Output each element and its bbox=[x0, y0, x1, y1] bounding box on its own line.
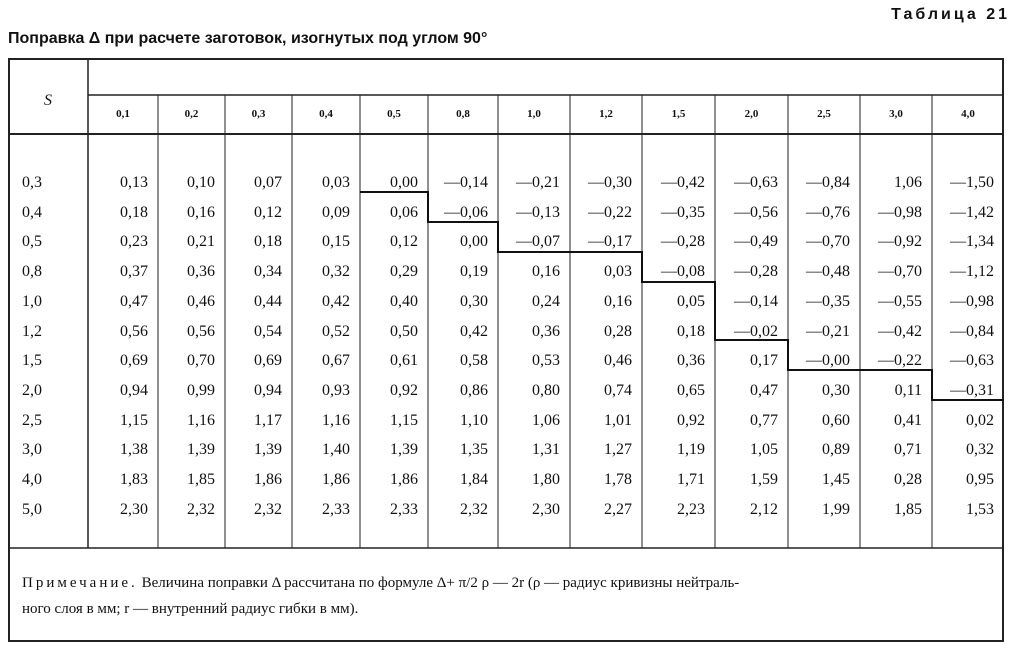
table-cell: —0,21 bbox=[806, 322, 850, 340]
table-cell: 1,27 bbox=[604, 441, 632, 459]
table-cell: 1,10 bbox=[460, 411, 488, 429]
r-header-cell: 2,5 bbox=[817, 108, 831, 120]
table-cell: 0,77 bbox=[750, 411, 778, 429]
note-lead: Примечание. bbox=[22, 575, 138, 591]
table-cell: 2,12 bbox=[750, 500, 778, 518]
r-header-cell: 3,0 bbox=[889, 108, 903, 120]
table-cell: 0,42 bbox=[322, 292, 350, 310]
table-cell: 2,32 bbox=[254, 500, 282, 518]
table-cell: 0,00 bbox=[390, 174, 418, 191]
table-cell: 0,42 bbox=[460, 322, 488, 340]
table-cell: 1,15 bbox=[120, 411, 148, 429]
table-cell: 0,11 bbox=[894, 381, 922, 399]
table-cell: 0,06 bbox=[390, 203, 418, 221]
r-header-cell: 1,0 bbox=[527, 108, 541, 120]
table-cell: 1,06 bbox=[532, 411, 560, 429]
table-cell: 1,45 bbox=[822, 471, 850, 488]
s-header: S bbox=[44, 92, 52, 109]
table-cell: —1,34 bbox=[950, 233, 994, 251]
table-cell: 1,16 bbox=[322, 411, 350, 429]
table-cell: —0,35 bbox=[806, 292, 850, 310]
table-cell: 0,07 bbox=[254, 174, 282, 191]
table-cell: 1,38 bbox=[120, 441, 148, 459]
table-cell: 1,06 bbox=[894, 174, 922, 191]
table-cell: —0,70 bbox=[806, 233, 850, 251]
table-cell: 0,95 bbox=[966, 471, 994, 488]
table-cell: 0,16 bbox=[604, 292, 632, 310]
table-cell: 0,41 bbox=[894, 411, 922, 429]
row-s-value: 0,8 bbox=[22, 263, 42, 281]
r-header-cell: 4,0 bbox=[961, 108, 975, 120]
table-caption: Поправка Δ при расчете заготовок, изогнутых под углом 90° bbox=[8, 30, 488, 47]
r-header-cell: 0,1 bbox=[116, 108, 130, 120]
table-cell: 0,69 bbox=[254, 352, 282, 370]
table-cell: 0,15 bbox=[322, 233, 350, 251]
table-cell: 1,39 bbox=[254, 441, 282, 459]
table-cell: 0,52 bbox=[322, 322, 350, 340]
table-cell: 0,92 bbox=[677, 411, 705, 429]
table-cell: —0,22 bbox=[878, 352, 922, 370]
table-cell: 0,36 bbox=[677, 352, 705, 370]
table-cell: 1,85 bbox=[187, 471, 215, 488]
row-s-value: 2,0 bbox=[22, 381, 42, 399]
table-cell: 0,32 bbox=[322, 263, 350, 281]
table-cell: 0,29 bbox=[390, 263, 418, 281]
table-cell: 1,16 bbox=[187, 411, 215, 429]
table-cell: 2,30 bbox=[120, 500, 148, 518]
table-cell: 0,80 bbox=[532, 381, 560, 399]
table-cell: 0,30 bbox=[822, 381, 850, 399]
table-cell: 1,85 bbox=[894, 500, 922, 518]
table-cell: 1,39 bbox=[390, 441, 418, 459]
table-cell: 0,21 bbox=[187, 233, 215, 251]
table-cell: —0,42 bbox=[661, 174, 705, 191]
table-cell: 0,47 bbox=[120, 292, 148, 310]
row-s-value: 1,2 bbox=[22, 322, 42, 340]
table-cell: —1,50 bbox=[950, 174, 994, 191]
table-cell: —0,31 bbox=[950, 381, 994, 399]
table-cell: 0,28 bbox=[894, 471, 922, 488]
table-cell: 0,12 bbox=[254, 203, 282, 221]
row-s-value: 5,0 bbox=[22, 500, 42, 518]
table-cell: 2,33 bbox=[390, 500, 418, 518]
table-cell: 0,93 bbox=[322, 381, 350, 399]
table-cell: 1,15 bbox=[390, 411, 418, 429]
table-cell: —0,28 bbox=[661, 233, 705, 251]
table-cell: —0,42 bbox=[878, 322, 922, 340]
table-cell: 0,19 bbox=[460, 263, 488, 281]
table-cell: 0,00 bbox=[460, 233, 488, 251]
table-cell: 1,59 bbox=[750, 471, 778, 488]
table-cell: —0,22 bbox=[588, 203, 632, 221]
table-cell: 0,60 bbox=[822, 411, 850, 429]
table-cell: 2,23 bbox=[677, 500, 705, 518]
table-number: Таблица 21 bbox=[891, 6, 1010, 23]
table-cell: 0,92 bbox=[390, 381, 418, 399]
table-cell: 0,50 bbox=[390, 322, 418, 340]
table-cell: 0,34 bbox=[254, 263, 282, 281]
table-cell: 0,65 bbox=[677, 381, 705, 399]
table-cell: —0,56 bbox=[734, 203, 778, 221]
table-cell: 0,17 bbox=[750, 352, 778, 370]
table-cell: 2,27 bbox=[604, 500, 632, 518]
table-cell: 0,46 bbox=[187, 292, 215, 310]
table-cell: 0,10 bbox=[187, 174, 215, 191]
table-cell: 0,69 bbox=[120, 352, 148, 370]
table-cell: 0,70 bbox=[187, 352, 215, 370]
table-cell: 0,28 bbox=[604, 322, 632, 340]
row-s-value: 0,5 bbox=[22, 233, 42, 251]
table-cell: 2,32 bbox=[187, 500, 215, 518]
r-header-cell: 0,2 bbox=[184, 108, 199, 120]
table-cell: —0,08 bbox=[661, 263, 705, 281]
table-cell: —0,76 bbox=[806, 203, 850, 221]
table-cell: 0,44 bbox=[254, 292, 282, 310]
table-cell: 1,99 bbox=[822, 500, 850, 518]
table-cell: 0,71 bbox=[894, 441, 922, 459]
table-cell: —1,42 bbox=[950, 203, 994, 221]
table-cell: 1,86 bbox=[322, 471, 350, 488]
table-cell: —0,55 bbox=[878, 292, 922, 310]
table-cell: —0,13 bbox=[516, 203, 560, 221]
table-cell: 1,84 bbox=[460, 471, 488, 488]
table-cell: 0,12 bbox=[390, 233, 418, 251]
table-cell: —0,63 bbox=[734, 174, 778, 191]
table-cell: 0,67 bbox=[322, 352, 350, 370]
table-cell: 0,05 bbox=[677, 292, 705, 310]
table-cell: —0,35 bbox=[661, 203, 705, 221]
note-line2: ного слоя в мм; r — внутренний радиус гибки в мм). bbox=[22, 601, 359, 617]
r-header-cell: 0,8 bbox=[456, 108, 470, 120]
table-cell: 1,35 bbox=[460, 441, 488, 459]
table-cell: —0,06 bbox=[444, 203, 488, 221]
row-s-value: 0,3 bbox=[22, 174, 42, 191]
table-cell: 0,89 bbox=[822, 441, 850, 459]
table-cell: —0,07 bbox=[516, 233, 560, 251]
table-cell: —1,12 bbox=[950, 263, 994, 281]
table-cell: —0,70 bbox=[878, 263, 922, 281]
table-cell: —0,63 bbox=[950, 352, 994, 370]
table-cell: —0,92 bbox=[878, 233, 922, 251]
table-cell: 0,40 bbox=[390, 292, 418, 310]
row-s-value: 2,5 bbox=[22, 411, 42, 429]
table-cell: —0,14 bbox=[444, 174, 488, 191]
table-cell: 0,86 bbox=[460, 381, 488, 399]
table-cell: 0,23 bbox=[120, 233, 148, 251]
table-cell: —0,21 bbox=[516, 174, 560, 191]
table-cell: —0,49 bbox=[734, 233, 778, 251]
row-s-value: 0,4 bbox=[22, 203, 42, 221]
r-header-cell: 0,5 bbox=[387, 108, 401, 120]
row-s-value: 1,5 bbox=[22, 352, 42, 370]
table-cell: 0,99 bbox=[187, 381, 215, 399]
table-cell: 0,58 bbox=[460, 352, 488, 370]
table-cell: 1,80 bbox=[532, 471, 560, 488]
table-cell: —0,98 bbox=[878, 203, 922, 221]
table-cell: —0,48 bbox=[806, 263, 850, 281]
table-cell: 0,09 bbox=[322, 203, 350, 221]
table-cell: 0,24 bbox=[532, 292, 560, 310]
table-cell: 0,18 bbox=[120, 203, 148, 221]
table-cell: 1,83 bbox=[120, 471, 148, 488]
table-cell: 0,36 bbox=[532, 322, 560, 340]
table-cell: 1,86 bbox=[254, 471, 282, 488]
table-cell: —0,98 bbox=[950, 292, 994, 310]
table-cell: 0,32 bbox=[966, 441, 994, 459]
r-header-cell: 0,3 bbox=[251, 108, 266, 120]
table-cell: —0,84 bbox=[806, 174, 850, 191]
table-cell: 1,71 bbox=[677, 471, 705, 488]
table-cell: 0,94 bbox=[120, 381, 148, 399]
row-s-value: 3,0 bbox=[22, 441, 42, 459]
table-cell: 1,31 bbox=[532, 441, 560, 459]
table-cell: 0,03 bbox=[322, 174, 350, 191]
table-cell: 0,16 bbox=[187, 203, 215, 221]
table-cell: 0,56 bbox=[120, 322, 148, 340]
table-cell: 2,32 bbox=[460, 500, 488, 518]
table-cell: 0,61 bbox=[390, 352, 418, 370]
table-cell: 2,30 bbox=[532, 500, 560, 518]
table-cell: 0,56 bbox=[187, 322, 215, 340]
table-cell: 1,86 bbox=[390, 471, 418, 488]
table-cell: —0,14 bbox=[734, 292, 778, 310]
r-header-cell: 0,4 bbox=[319, 108, 333, 120]
table-cell: 1,05 bbox=[750, 441, 778, 459]
r-header-cell: 1,5 bbox=[671, 108, 686, 120]
table-cell: 0,13 bbox=[120, 174, 148, 191]
table-cell: 0,37 bbox=[120, 263, 148, 281]
table-cell: —0,30 bbox=[588, 174, 632, 191]
table-cell: 1,17 bbox=[254, 411, 282, 429]
table-cell: 0,47 bbox=[750, 381, 778, 399]
table-cell: 0,18 bbox=[677, 322, 705, 340]
table-cell: 1,40 bbox=[322, 441, 350, 459]
table-cell: 0,46 bbox=[604, 352, 632, 370]
table-cell: —0,17 bbox=[588, 233, 632, 251]
table-cell: 0,36 bbox=[187, 263, 215, 281]
r-header-cell: 1,2 bbox=[599, 108, 613, 120]
table-cell: 0,18 bbox=[254, 233, 282, 251]
table-cell: 0,94 bbox=[254, 381, 282, 399]
table-cell: 2,33 bbox=[322, 500, 350, 518]
table-note bbox=[22, 570, 994, 622]
table-cell: 0,30 bbox=[460, 292, 488, 310]
row-s-value: 1,0 bbox=[22, 292, 42, 310]
table-cell: —0,02 bbox=[734, 322, 778, 340]
row-s-value: 4,0 bbox=[22, 471, 42, 488]
table-cell: —0,84 bbox=[950, 322, 994, 340]
r-header-cell: 2,0 bbox=[744, 108, 759, 120]
table-cell: 1,78 bbox=[604, 471, 632, 488]
table-cell: 1,19 bbox=[677, 441, 705, 459]
table-cell: 1,39 bbox=[187, 441, 215, 459]
table-cell: 0,03 bbox=[604, 263, 632, 281]
table-cell: 0,74 bbox=[604, 381, 632, 399]
table-cell: 0,16 bbox=[532, 263, 560, 281]
note-line1: Величина поправки Δ рассчитана по формуле Δ+ π/2 ρ — 2r (ρ — радиус кривизны нейтраль- bbox=[141, 575, 740, 591]
table-cell: —0,00 bbox=[806, 352, 850, 370]
table-cell: 1,01 bbox=[604, 411, 632, 429]
table-cell: 0,53 bbox=[532, 352, 560, 370]
table-cell: 0,02 bbox=[966, 411, 994, 429]
table-cell: 1,53 bbox=[966, 500, 994, 518]
table-cell: 0,54 bbox=[254, 322, 282, 340]
table-cell: —0,28 bbox=[734, 263, 778, 281]
